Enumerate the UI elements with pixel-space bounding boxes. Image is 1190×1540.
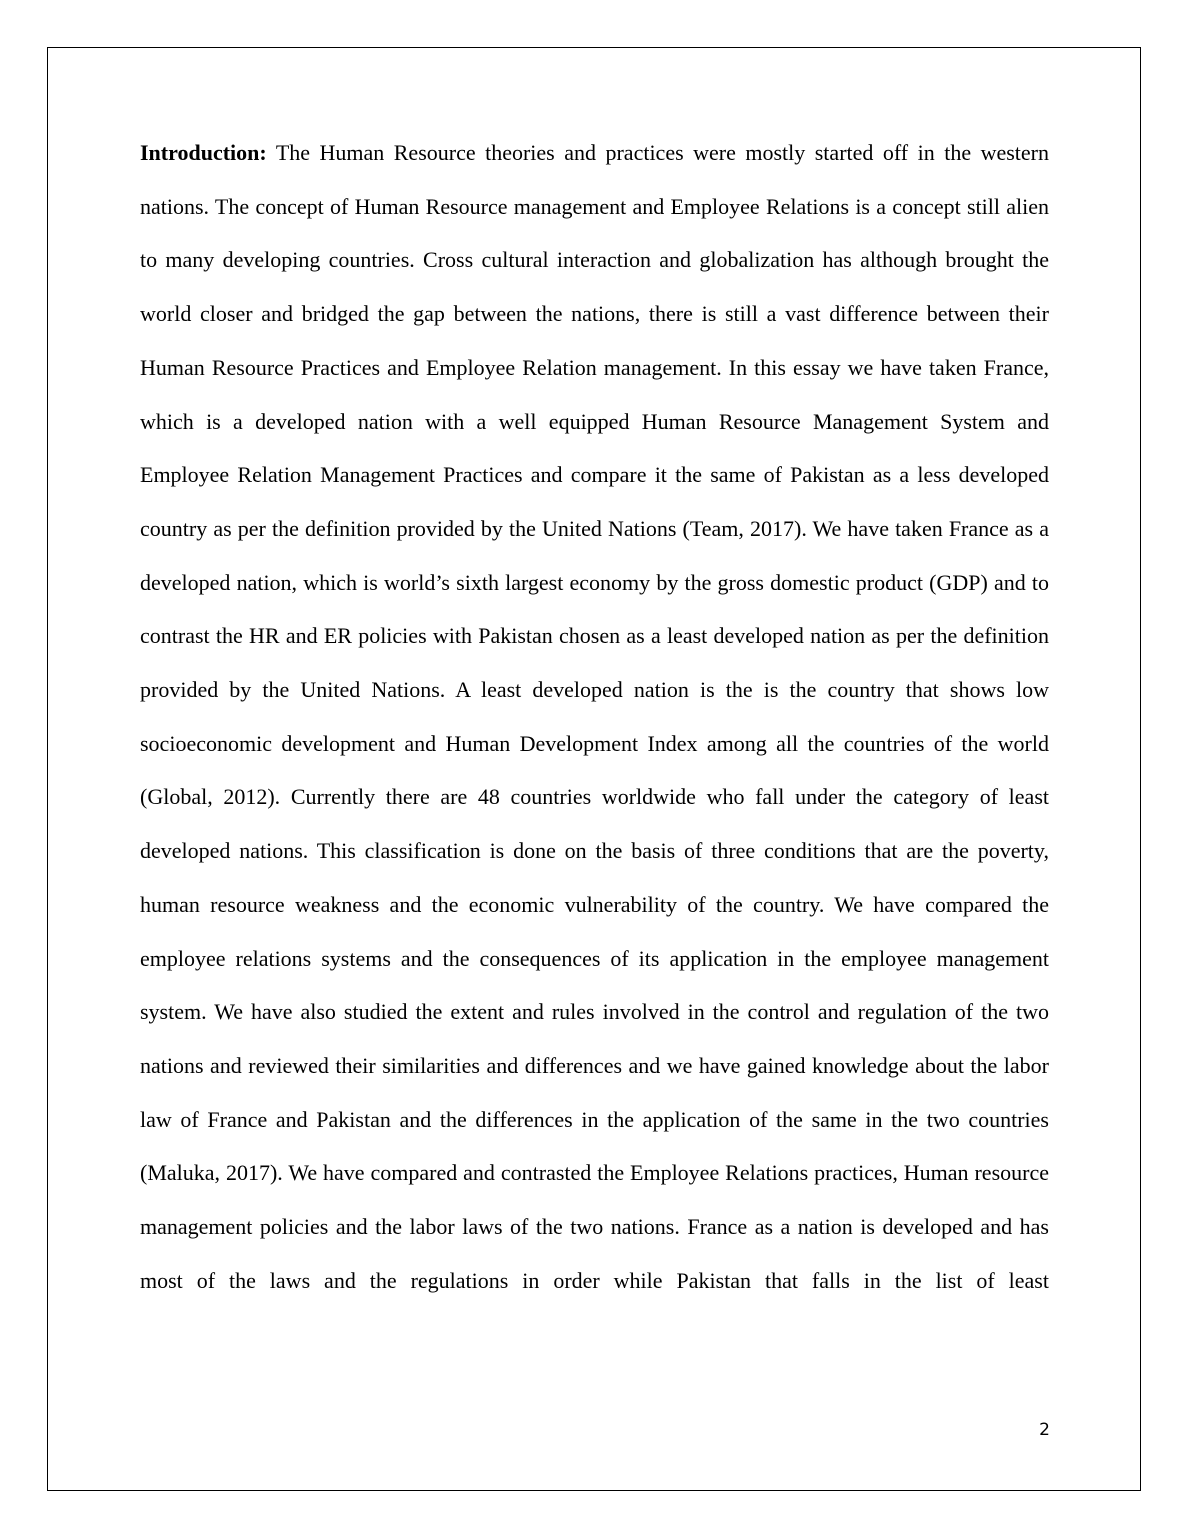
- introduction-paragraph: [140, 126, 1049, 1307]
- introduction-heading: Introduction:: [140, 140, 267, 165]
- page-number: 2: [1039, 1420, 1050, 1440]
- introduction-body-text: The Human Resource theories and practices were mostly started off in the western nations. The concept of Human Resource management and Employee Relations is a concept still alien to many developing countries. Cross cultural interaction and globalization has although brought the world closer and bridged the gap between the nations, there is still a vast difference between their Human Resource Practices and Employee Relation management. In this essay we have taken France, which is a developed nation with a well equipped Human Resource Management System and Employee Relation Management Practices and compare it the same of Pakistan as a less developed country as per the definition provided by the United Nations (Team, 2017). We have taken France as a developed nation, which is world’s sixth largest economy by the gross domestic product (GDP) and to contrast the HR and ER policies with Pakistan chosen as a least developed nation as per the definition provided by the United Nations. A least developed nation is the is the country that shows low socioeconomic development and Human Development Index among all the countries of the world (Global, 2012). Currently there are 48 countries worldwide who fall under the category of least developed nations. This classification is done on the basis of three conditions that are the poverty, human resource weakness and the economic vulnerability of the country. We have compared the employee relations systems and the consequences of its application in the employee management system. We have also studied the extent and rules involved in the control and regulation of the two nations and reviewed their similarities and differences and we have gained knowledge about the labor law of France and Pakistan and the differences in the application of the same in the two countries (Maluka, 2017). We have compared and contrasted the Employee Relations practices, Human resource management policies and the labor laws of the two nations. France as a nation is developed and has most of the laws and the regulations in order while Pakistan that falls in the list of least: [140, 140, 1049, 1293]
